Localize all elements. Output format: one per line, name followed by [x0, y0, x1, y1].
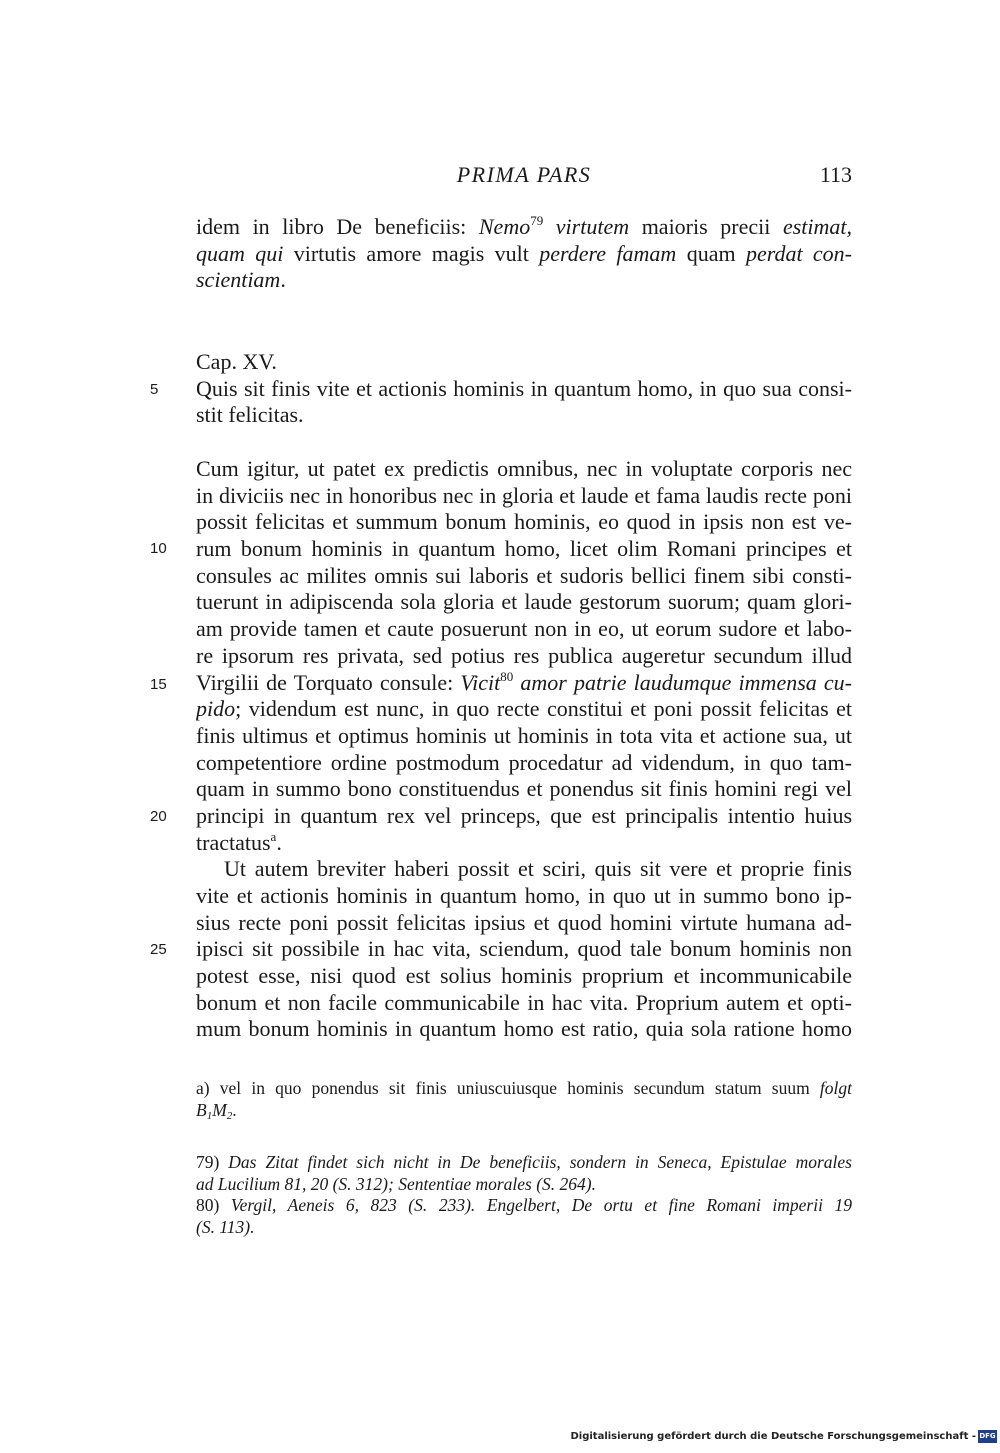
line-number: 15 — [150, 676, 167, 693]
text-line: Virgilii de Torquato consule: Vicit$^{80}$ amor patrie laudumque immensa cu- — [196, 669, 852, 695]
critical-apparatus — [196, 1078, 852, 1121]
text-line: idem in libro De beneficiis: Nemo$^{79}$ virtutem maioris precii estimat, — [196, 214, 852, 239]
main-text — [196, 456, 852, 1043]
footnote-80-cont: (S. 113). — [196, 1216, 255, 1237]
line-number: 20 — [150, 808, 167, 825]
dfg-logo: DFG — [978, 1430, 997, 1443]
footnote-ref: 80 — [500, 669, 514, 684]
text-line: tuerunt in adipiscenda sola gloria et laude gestorum suorum; quam glori- — [196, 589, 852, 615]
footnote-79-cont: ad Lucilium 81, 20 (S. 312); Sententiae morales (S. 264). — [196, 1173, 597, 1194]
text-line: finis ultimus et optimus hominis ut hominis in tota vita et actione sua, ut — [196, 722, 852, 748]
line-number: 25 — [150, 941, 167, 958]
text-line: am provide tamen et caute posuerunt non in eo, ut eorum sudore et labo- — [196, 616, 852, 642]
apparatus-line: $B_1M_2$. — [196, 1099, 237, 1121]
text-line: bonum et non facile communicabile in hac vita. Proprium autem et opti- — [196, 989, 852, 1015]
text-line: vite et actionis hominis in quantum homo, in quo ut in summo bono ip- — [196, 883, 852, 908]
chapter-label: Cap. XV. — [196, 349, 277, 374]
text-line: Ut autem breviter haberi possit et sciri, quis sit vere et proprie finis — [224, 856, 852, 882]
running-head — [196, 162, 852, 194]
footnote-80: 80) Vergil, Aeneis 6, 823 (S. 233). Engelbert, De ortu et fine Romani imperii 19 — [196, 1195, 852, 1215]
text-line: principi in quantum rex vel princeps, que est principalis intentio huius — [196, 802, 852, 828]
chapter-heading — [196, 349, 852, 429]
page-number: 113 — [819, 162, 852, 187]
text-line: competentiore ordine postmodum procedatur ad videndum, in quo tam- — [196, 749, 852, 775]
text-line: potest esse, nisi quod est solius hominis proprium et incommunicabile — [196, 963, 852, 989]
text-line: rum bonum hominis in quantum homo, licet olim Romani principes et — [196, 536, 852, 562]
footnotes — [196, 1152, 852, 1238]
footnote-ref: 79 — [530, 214, 544, 228]
text-line: quam in summo bono constituendus et ponendus sit finis homini regi vel — [196, 776, 852, 802]
intro-paragraph — [196, 214, 852, 294]
apparatus-ref: a — [270, 829, 277, 844]
text-line: mum bonum hominis in quantum homo est ratio, quia sola ratione homo — [196, 1016, 852, 1042]
footnote-79: 79) Das Zitat findet sich nicht in De beneficiis, sondern in Seneca, Epistulae morales — [196, 1152, 852, 1172]
chapter-title-line: stit felicitas. — [196, 402, 304, 428]
apparatus-line: a) vel in quo ponendus sit finis uniuscuiusque hominis secundum statum suum folgt — [196, 1078, 852, 1098]
text-line: re ipsorum res privata, sed potius res publica augeretur secundum illud — [196, 642, 852, 668]
text-line: possit felicitas et summum bonum hominis, eo quod in ipsis non est ve- — [196, 509, 852, 535]
text-line: quam qui virtutis amore magis vult perdere famam quam perdat con- — [196, 240, 852, 266]
line-number: 10 — [150, 540, 167, 557]
text-line: consules ac milites omnis sui laboris et sudoris bellici finem sibi consti- — [196, 562, 852, 588]
running-title: PRIMA PARS — [456, 162, 592, 187]
text-line: sius recte poni possit felicitas ipsius et quod homini virtute humana ad- — [196, 909, 852, 935]
text-line: Cum igitur, ut patet ex predictis omnibus, nec in voluptate corporis nec — [196, 456, 852, 481]
digitization-note: Digitalisierung gefördert durch die Deutsche Forschungsgemeinschaft - — [570, 1431, 976, 1442]
line-number: 5 — [150, 381, 159, 398]
text-line: scientiam. — [196, 267, 286, 293]
text-line: pido; videndum est nunc, in quo recte constitui et poni possit felicitas et — [196, 696, 852, 722]
text-line: ipisci sit possibile in hac vita, sciendum, quod tale bonum hominis non — [196, 936, 852, 962]
text-line: in diviciis nec in honoribus nec in gloria et laude et fama laudis recte poni — [196, 482, 852, 508]
chapter-title-line: Quis sit finis vite et actionis hominis in quantum homo, in quo sua consi- — [196, 375, 852, 401]
text-line: tractatus$^a$. — [196, 829, 282, 855]
